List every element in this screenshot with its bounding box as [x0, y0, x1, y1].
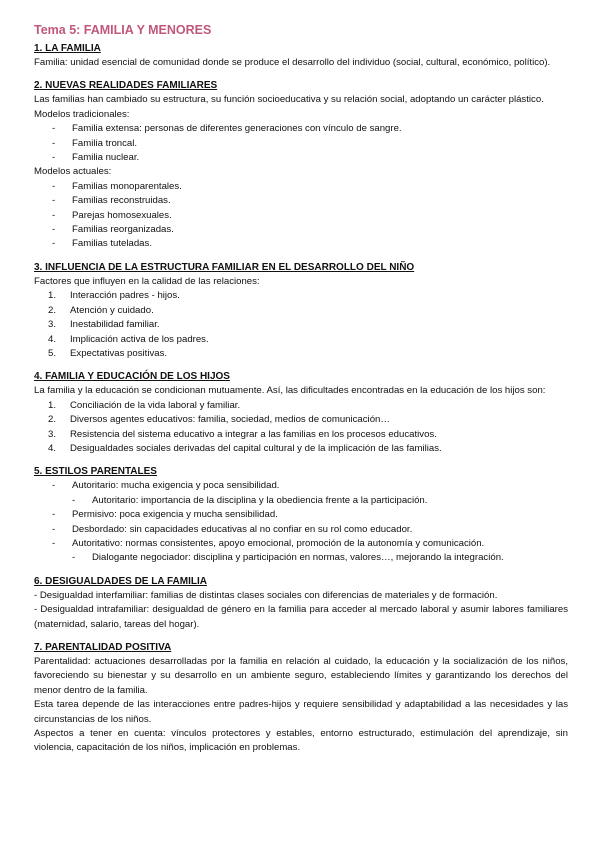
list-text: Implicación activa de los padres.: [70, 333, 209, 345]
list-item: [48, 428, 568, 442]
styles-list: [34, 508, 568, 551]
paragraph: Aspectos a tener en cuenta: vínculos protectores y estables, entorno estructurado, estimulación del aprendizaje, sin violencia, capacitación de los niños, implicación en problemas.: [34, 728, 568, 754]
styles-sublist: [34, 551, 568, 565]
list-item: [48, 304, 568, 318]
section-heading: 2. NUEVAS REALIDADES FAMILIARES: [34, 80, 218, 92]
list-number: 1.: [48, 290, 57, 302]
section-heading: 3. INFLUENCIA DE LA ESTRUCTURA FAMILIAR EN EL DESARROLLO DEL NIÑO: [34, 261, 415, 273]
list-item: - Familias reconstruidas.: [52, 194, 568, 208]
section-heading: 6. DESIGUALDADES DE LA FAMILIA: [34, 575, 207, 587]
list-item: - Familia troncal.: [52, 137, 568, 151]
list-item: [48, 442, 568, 456]
list-item: [48, 347, 568, 361]
list-text: Desigualdades sociales derivadas del capital cultural y de la implicación de las familias.: [70, 442, 442, 454]
list-number: 4.: [48, 442, 57, 454]
list-item: - Autoritario: importancia de la disciplina y la obediencia frente a la participación.: [72, 494, 568, 508]
list-text: Expectativas positivas.: [70, 347, 168, 359]
difficulties-list: [34, 399, 568, 457]
section-familia-educacion: [34, 370, 568, 456]
list-item: - Familia extensa: personas de diferentes generaciones con vínculo de sangre.: [52, 122, 568, 136]
section-heading: 7. PARENTALIDAD POSITIVA: [34, 642, 172, 653]
paragraph: Factores que influyen en la calidad de las relaciones:: [34, 275, 260, 287]
list-text: Atención y cuidado.: [70, 304, 154, 316]
paragraph: Parentalidad: actuaciones desarrolladas por la familia en relación al cuidado, la educación y la socialización de los niños, favoreciendo su bienestar y su desarrollo en un ambiente seguro, estableciendo límites y garantizando los derechos del menor dentro de la familia.: [34, 656, 568, 696]
styles-list: [34, 479, 568, 493]
list-item: - Familias tuteladas.: [52, 237, 568, 251]
list-number: 5.: [48, 347, 57, 359]
list-item: [48, 289, 568, 303]
list-item: - Autoritario: mucha exigencia y poca sensibilidad.: [52, 479, 568, 493]
list-item: [48, 318, 568, 332]
paragraph: Familia: unidad esencial de comunidad donde se produce el desarrollo del individuo (social, cultural, económico, político).: [34, 57, 551, 68]
styles-sublist: [34, 494, 568, 508]
section-influencia: [34, 261, 568, 361]
list-number: 3.: [48, 319, 57, 331]
list-item: - Familias reorganizadas.: [52, 223, 568, 237]
list-number: 2.: [48, 304, 57, 316]
paragraph: - Desigualdad intrafamiliar: desigualdad de género en la familia para acceder al mercado laboral y asumir labores familiares (maternidad, salario, tareas del hogar).: [34, 604, 568, 630]
list-item: [48, 413, 568, 427]
list-item: - Familias monoparentales.: [52, 180, 568, 194]
list-item: - Familia nuclear.: [52, 151, 568, 165]
current-models-list: [34, 180, 568, 252]
list-item: [48, 333, 568, 347]
factors-list: [34, 289, 568, 361]
list-label: Modelos tradicionales:: [34, 108, 130, 120]
list-item: - Parejas homosexuales.: [52, 209, 568, 223]
list-text: Resistencia del sistema educativo a integrar a las familias en los procesos educativos.: [70, 428, 437, 440]
list-item: - Autoritativo: normas consistentes, apoyo emocional, promoción de la autonomía y comunicación.: [52, 537, 568, 551]
paragraph: - Desigualdad interfamiliar: familias de distintas clases sociales con diferencias de materiales y de formación.: [34, 589, 498, 601]
section-heading: 5. ESTILOS PARENTALES: [34, 466, 157, 478]
paragraph: La familia y la educación se condicionan mutuamente. Así, las dificultades encontradas en la educación de los hijos son:: [34, 385, 546, 397]
list-text: Interacción padres - hijos.: [70, 290, 180, 302]
list-number: 1.: [48, 399, 57, 411]
list-item: - Desbordado: sin capacidades educativas al no confiar en su rol como educador.: [52, 523, 568, 537]
section-familia: [34, 42, 568, 70]
section-estilos-parentales: [34, 465, 568, 565]
section-heading: 1. LA FAMILIA: [34, 43, 101, 54]
list-item: - Permisivo: poca exigencia y mucha sensibilidad.: [52, 508, 568, 522]
section-desigualdades: [34, 575, 568, 632]
section-heading: 4. FAMILIA Y EDUCACIÓN DE LOS HIJOS: [34, 371, 230, 383]
list-item: [48, 399, 568, 413]
list-text: Diversos agentes educativos: familia, sociedad, medios de comunicación…: [70, 414, 390, 426]
traditional-models-list: [34, 122, 568, 165]
list-number: 4.: [48, 333, 57, 345]
paragraph: Las familias han cambiado su estructura, su función socioeducativa y su relación social, adoptando un carácter plástico.: [34, 94, 544, 106]
list-number: 3.: [48, 428, 57, 440]
paragraph: Esta tarea depende de las interacciones entre padres-hijos y requiere sensibilidad y adaptabilidad a las necesidades y las circunstancias de los niños.: [34, 699, 568, 725]
list-item: - Dialogante negociador: disciplina y participación en normas, valores…, mejorando la integración.: [72, 551, 568, 565]
section-nuevas-realidades: [34, 79, 568, 251]
list-text: Conciliación de la vida laboral y familiar.: [70, 399, 241, 411]
document-title: Tema 5: FAMILIA Y MENORES: [34, 23, 212, 37]
section-parentalidad-positiva: [34, 641, 568, 756]
list-text: Inestabilidad familiar.: [70, 319, 160, 331]
list-label: Modelos actuales:: [34, 166, 112, 178]
list-number: 2.: [48, 414, 57, 426]
